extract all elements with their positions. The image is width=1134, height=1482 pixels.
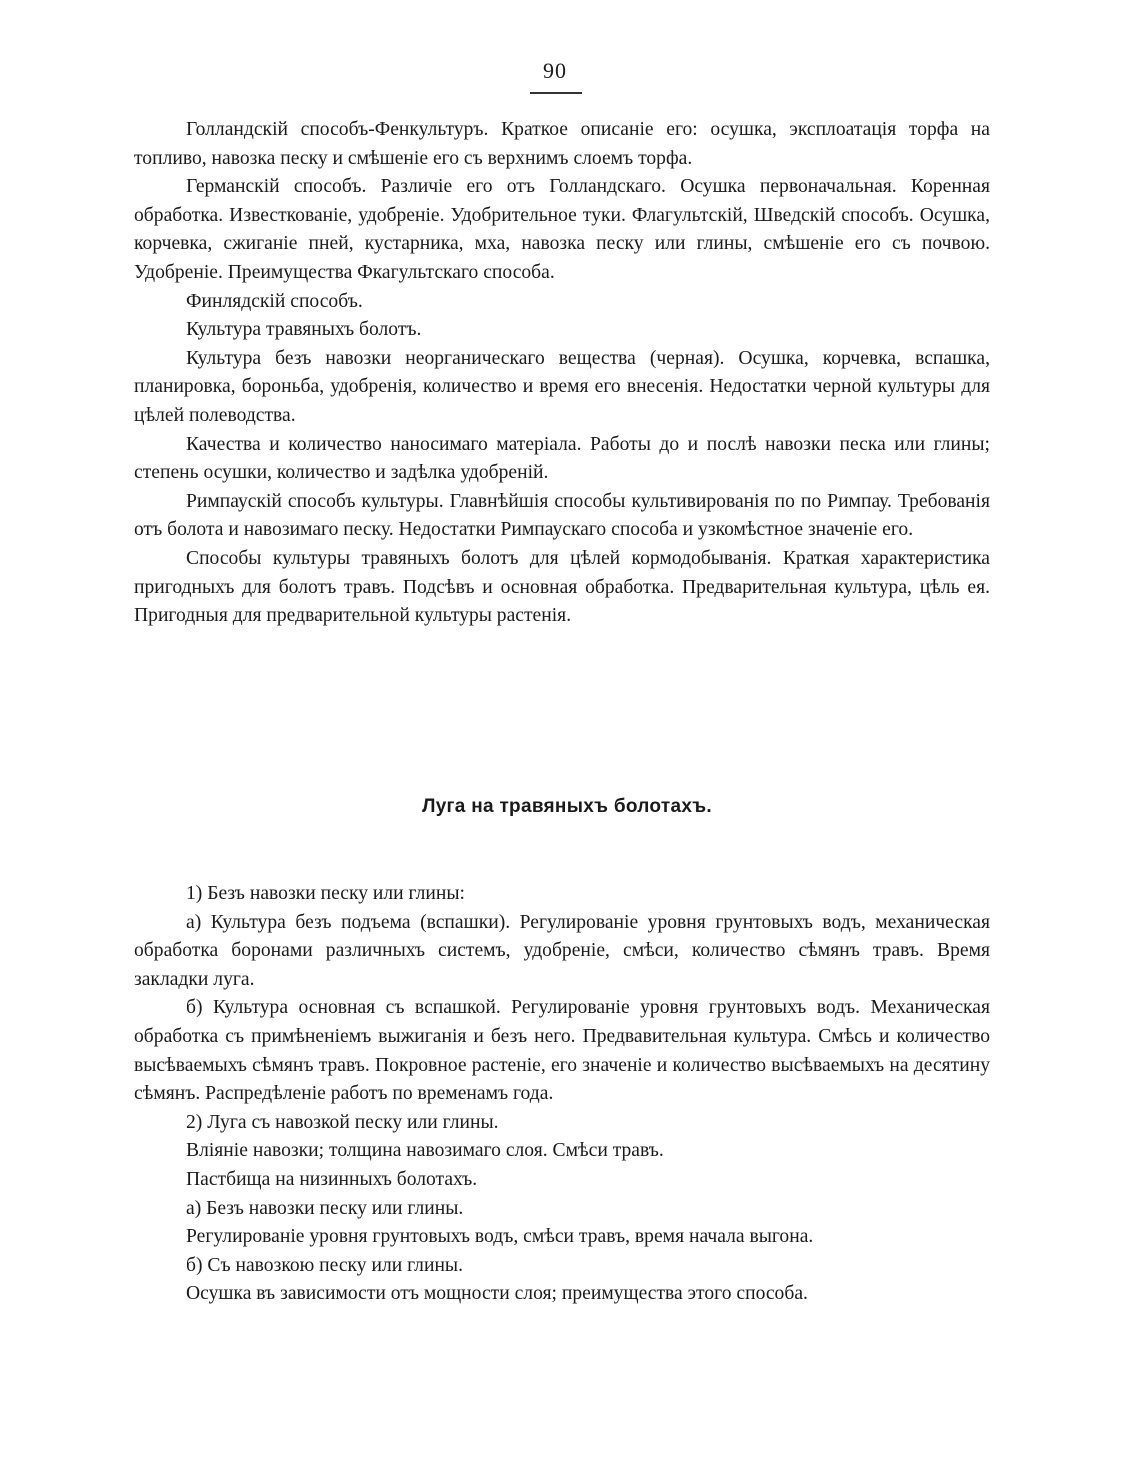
paragraph: Культура травяныхъ болотъ. <box>186 319 422 341</box>
paragraph: Римпаускій способъ культуры. Главнѣйшія способы культивированія по по Римпау. Требованія отъ болота и навозимаго песку. Недостатки Римпаускаго способа и узкомѣстное значеніе его. <box>134 490 990 541</box>
paragraph: Вліяніе навозки; толщина навозимаго слоя. Смѣси травъ. <box>186 1140 664 1162</box>
text-block-upper <box>134 116 990 631</box>
paragraph: Пастбища на низинныхъ болотахъ. <box>186 1168 478 1190</box>
page-number: 90 <box>543 58 567 83</box>
page-number-underline <box>530 92 582 94</box>
paragraph: б) Съ навозкою песку или глины. <box>186 1254 463 1276</box>
section-heading: Луга на травяныхъ болотахъ. <box>422 796 712 817</box>
paragraph: Германскій способъ. Различіе его отъ Голландскаго. Осушка первоначальная. Коренная обработка. Известкованіе, удобреніе. Удобрительное туки. Флагультскій, Шведскій способъ. Осушка, корчевка, сжиганіе пней, кустарника, мха, навозка песку или глины, смѣшеніе его съ почвою. Удобреніе. Преимущества Фкагультскаго способа. <box>134 176 990 283</box>
paragraph: а) Культура безъ подъема (вспашки). Регулированіе уровня грунтовыхъ водъ, механическая обработка боронами различныхъ системъ, удобреніе, смѣси, количество сѣмянъ травъ. Время закладки луга. <box>134 911 990 990</box>
paragraph: Культура безъ навозки неорганическаго вещества (черная). Осушка, корчевка, вспашка, планировка, бороньба, удобренія, количество и время его внесенія. Недостатки черной культуры для цѣлей полеводства. <box>134 347 990 426</box>
paragraph: Качества и количество наносимаго матеріала. Работы до и послѣ навозки песка или глины; степень осушки, количество и задѣлка удобреній. <box>134 433 990 484</box>
paragraph: Способы культуры травяныхъ болотъ для цѣлей кормодобыванія. Краткая характеристика пригодныхъ для болотъ травъ. Подсѣвъ и основная обработка. Предварительная культура, цѣль ея. Пригодныя для предварительной культуры растенія. <box>134 547 990 627</box>
paragraph: Осушка въ зависимости отъ мощности слоя; преимущества этого способа. <box>186 1283 808 1305</box>
paragraph: Голландскій способъ-Фенкультуръ. Краткое описаніе его: осушка, эксплоатація торфа на топливо, навозка песку и смѣшеніе его съ верхнимъ слоемъ торфа. <box>134 119 990 169</box>
paragraph: а) Безъ навозки песку или глины. <box>186 1197 464 1219</box>
text-block-lower <box>134 880 990 1309</box>
paragraph: 1) Безъ навозки песку или глины: <box>186 883 465 904</box>
paragraph: Регулированіе уровня грунтовыхъ водъ, смѣси травъ, время начала выгона. <box>186 1226 814 1248</box>
paragraph: Финлядскій способъ. <box>186 290 363 312</box>
paragraph: б) Культура основная съ вспашкой. Регулированіе уровня грунтовыхъ водъ. Механическая обработка съ примѣненіемъ выжиганія и безъ него. Предвавительная культура. Смѣсь и количество высѣваемыхъ сѣмянъ травъ. Покровное растеніе, его значеніе и количество высѣваемыхъ на десятину сѣмянъ. Распредѣленіе работъ по временамъ года. <box>134 997 990 1105</box>
paragraph: 2) Луга съ навозкой песку или глины. <box>186 1111 499 1133</box>
